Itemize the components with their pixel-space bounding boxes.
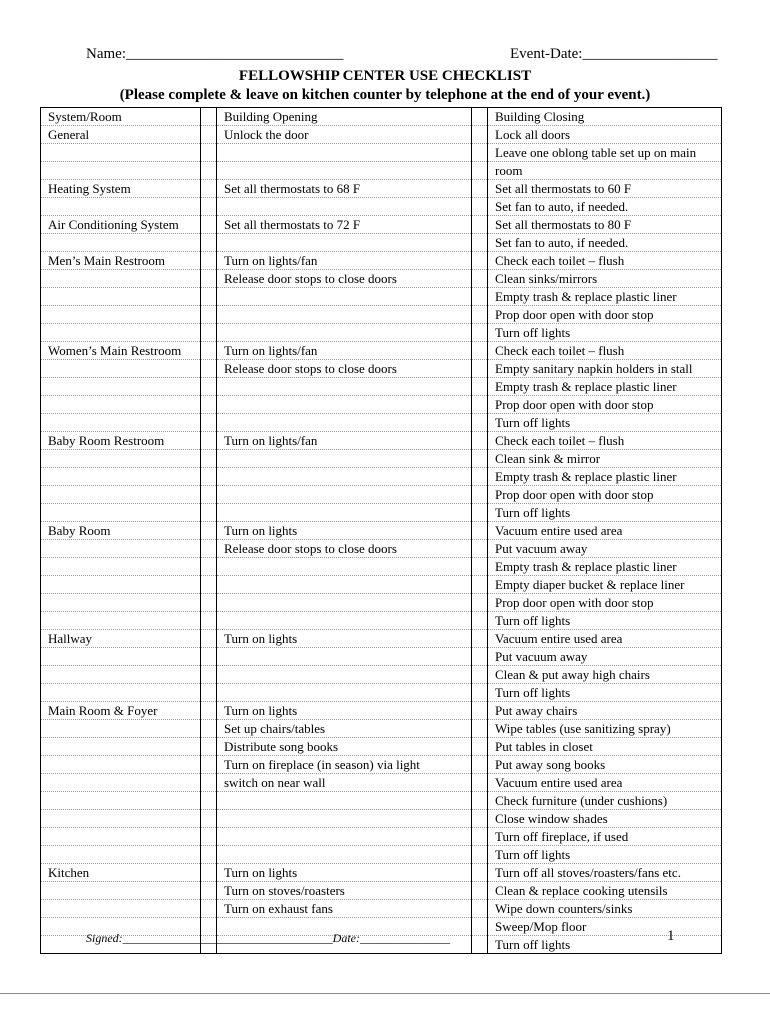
opening-checkbox-cell[interactable]: [201, 252, 217, 270]
closing-checkbox-cell[interactable]: [472, 180, 488, 198]
system-room-cell: Main Room & Foyer: [41, 702, 201, 720]
opening-checkbox-cell[interactable]: [201, 648, 217, 666]
opening-checkbox-cell[interactable]: [201, 486, 217, 504]
building-opening-cell: Turn on lights: [217, 630, 472, 648]
opening-checkbox-cell[interactable]: [201, 414, 217, 432]
closing-checkbox-cell[interactable]: [472, 882, 488, 900]
building-closing-cell: Turn off lights: [488, 504, 722, 522]
opening-checkbox-cell[interactable]: [201, 468, 217, 486]
system-room-cell: [41, 414, 201, 432]
system-room-cell: [41, 198, 201, 216]
table-row: [41, 342, 722, 360]
system-room-cell: [41, 450, 201, 468]
table-row: [41, 558, 722, 576]
building-opening-cell: Turn on lights/fan: [217, 342, 472, 360]
building-opening-cell: [217, 504, 472, 522]
opening-checkbox-cell[interactable]: [201, 504, 217, 522]
building-closing-cell: Clean sink & mirror: [488, 450, 722, 468]
system-room-cell: [41, 378, 201, 396]
opening-checkbox-cell[interactable]: [201, 360, 217, 378]
closing-checkbox-cell[interactable]: [472, 126, 488, 144]
building-opening-cell: [217, 846, 472, 864]
table-row: [41, 756, 722, 774]
opening-checkbox-cell[interactable]: [201, 324, 217, 342]
building-closing-cell: Vacuum entire used area: [488, 774, 722, 792]
building-opening-cell: Turn on stoves/roasters: [217, 882, 472, 900]
building-closing-cell: Empty trash & replace plastic liner: [488, 468, 722, 486]
opening-checkbox-cell[interactable]: [201, 126, 217, 144]
building-closing-cell: Turn off lights: [488, 684, 722, 702]
table-row: [41, 144, 722, 162]
building-closing-cell: Turn off lights: [488, 414, 722, 432]
building-opening-cell: Release door stops to close doors: [217, 540, 472, 558]
opening-checkbox-cell[interactable]: [201, 450, 217, 468]
building-opening-cell: Turn on lights/fan: [217, 252, 472, 270]
table-row: [41, 216, 722, 234]
table-row: [41, 450, 722, 468]
system-room-cell: [41, 612, 201, 630]
closing-checkbox-cell[interactable]: [472, 738, 488, 756]
table-row: [41, 720, 722, 738]
page-title: FELLOWSHIP CENTER USE CHECKLIST: [238, 68, 532, 84]
opening-checkbox-cell[interactable]: [201, 738, 217, 756]
building-closing-cell: Wipe tables (use sanitizing spray): [488, 720, 722, 738]
system-room-cell: [41, 756, 201, 774]
building-opening-cell: [217, 144, 472, 162]
system-room-cell: [41, 774, 201, 792]
table-row: [41, 432, 722, 450]
opening-checkbox-cell[interactable]: [201, 630, 217, 648]
table-row: [41, 864, 722, 882]
system-room-cell: [41, 504, 201, 522]
building-opening-cell: [217, 414, 472, 432]
building-closing-cell: Set fan to auto, if needed.: [488, 198, 722, 216]
checklist-body: [41, 108, 722, 954]
building-closing-cell: Wipe down counters/sinks: [488, 900, 722, 918]
system-room-cell: [41, 306, 201, 324]
closing-checkbox-cell[interactable]: [472, 702, 488, 720]
table-row: [41, 702, 722, 720]
building-closing-cell: Clean sinks/mirrors: [488, 270, 722, 288]
building-opening-cell: [217, 648, 472, 666]
building-closing-cell: Empty trash & replace plastic liner: [488, 558, 722, 576]
closing-checkbox-cell[interactable]: [472, 612, 488, 630]
closing-checkbox-cell[interactable]: [472, 216, 488, 234]
building-opening-cell: [217, 486, 472, 504]
building-opening-cell: [217, 288, 472, 306]
opening-checkbox-cell[interactable]: [201, 684, 217, 702]
building-opening-cell: [217, 576, 472, 594]
building-closing-cell: Put vacuum away: [488, 648, 722, 666]
table-row: [41, 882, 722, 900]
closing-checkbox-cell[interactable]: [472, 648, 488, 666]
table-header-row: [41, 108, 722, 126]
building-closing-cell: Empty sanitary napkin holders in stall: [488, 360, 722, 378]
building-opening-cell: Distribute song books: [217, 738, 472, 756]
building-opening-cell: [217, 612, 472, 630]
table-row: [41, 900, 722, 918]
opening-checkbox-cell[interactable]: [201, 882, 217, 900]
system-room-cell: [41, 234, 201, 252]
table-row: [41, 378, 722, 396]
closing-checkbox-cell[interactable]: [472, 522, 488, 540]
opening-checkbox-cell[interactable]: [201, 774, 217, 792]
building-closing-cell: Turn off lights: [488, 612, 722, 630]
page-number: 1: [667, 928, 675, 944]
system-room-cell: Air Conditioning System: [41, 216, 201, 234]
building-closing-cell: Vacuum entire used area: [488, 630, 722, 648]
closing-checkbox-cell[interactable]: [472, 144, 488, 162]
opening-checkbox-cell[interactable]: [201, 144, 217, 162]
building-closing-cell: Empty diaper bucket & replace liner: [488, 576, 722, 594]
building-opening-cell: Turn on exhaust fans: [217, 900, 472, 918]
building-closing-cell: Set all thermostats to 80 F: [488, 216, 722, 234]
building-closing-cell: room: [488, 162, 722, 180]
system-room-cell: Baby Room Restroom: [41, 432, 201, 450]
closing-checkbox-cell[interactable]: [472, 342, 488, 360]
building-opening-cell: [217, 324, 472, 342]
checklist-table: [40, 107, 722, 954]
system-room-cell: [41, 540, 201, 558]
closing-checkbox-cell: [472, 108, 488, 126]
building-opening-cell: [217, 828, 472, 846]
building-closing-cell: Put away song books: [488, 756, 722, 774]
system-room-cell: [41, 828, 201, 846]
table-row: [41, 828, 722, 846]
building-opening-cell: Turn on fireplace (in season) via light: [217, 756, 472, 774]
closing-checkbox-cell[interactable]: [472, 864, 488, 882]
table-row: [41, 360, 722, 378]
table-row: [41, 630, 722, 648]
opening-checkbox-cell[interactable]: [201, 216, 217, 234]
building-closing-cell: Lock all doors: [488, 126, 722, 144]
closing-checkbox-cell[interactable]: [472, 756, 488, 774]
building-closing-cell: Empty trash & replace plastic liner: [488, 288, 722, 306]
closing-checkbox-cell[interactable]: [472, 450, 488, 468]
opening-checkbox-cell[interactable]: [201, 162, 217, 180]
closing-checkbox-cell[interactable]: [472, 306, 488, 324]
table-row: [41, 324, 722, 342]
system-room-cell: [41, 720, 201, 738]
table-row: [41, 576, 722, 594]
building-closing-cell: Set fan to auto, if needed.: [488, 234, 722, 252]
building-closing-cell: Prop door open with door stop: [488, 396, 722, 414]
opening-checkbox-cell[interactable]: [201, 306, 217, 324]
opening-checkbox-cell[interactable]: [201, 720, 217, 738]
opening-checkbox-cell[interactable]: [201, 378, 217, 396]
table-row: [41, 234, 722, 252]
table-row: [41, 504, 722, 522]
building-opening-cell: Unlock the door: [217, 126, 472, 144]
building-opening-cell: Release door stops to close doors: [217, 360, 472, 378]
building-closing-cell: Put away chairs: [488, 702, 722, 720]
building-closing-cell: Prop door open with door stop: [488, 486, 722, 504]
table-row: [41, 486, 722, 504]
building-opening-cell: [217, 594, 472, 612]
system-room-cell: [41, 144, 201, 162]
closing-checkbox-cell[interactable]: [472, 594, 488, 612]
building-opening-cell: [217, 162, 472, 180]
closing-checkbox-cell[interactable]: [472, 900, 488, 918]
building-closing-cell: Turn off lights: [488, 846, 722, 864]
closing-checkbox-cell[interactable]: [472, 936, 488, 954]
building-opening-cell: Building Opening: [217, 108, 472, 126]
closing-checkbox-cell[interactable]: [472, 630, 488, 648]
closing-checkbox-cell[interactable]: [472, 468, 488, 486]
opening-checkbox-cell[interactable]: [201, 846, 217, 864]
building-opening-cell: [217, 450, 472, 468]
table-row: [41, 612, 722, 630]
building-opening-cell: [217, 684, 472, 702]
closing-checkbox-cell[interactable]: [472, 918, 488, 936]
table-row: [41, 684, 722, 702]
table-row: [41, 252, 722, 270]
table-row: [41, 306, 722, 324]
name-field[interactable]: Name:_____________________________: [86, 46, 344, 62]
closing-checkbox-cell[interactable]: [472, 324, 488, 342]
opening-checkbox-cell[interactable]: [201, 396, 217, 414]
building-closing-cell: Put tables in closet: [488, 738, 722, 756]
event-date-field[interactable]: Event-Date:__________________: [510, 46, 718, 62]
building-opening-cell: Release door stops to close doors: [217, 270, 472, 288]
building-opening-cell: [217, 396, 472, 414]
opening-checkbox-cell[interactable]: [201, 702, 217, 720]
opening-checkbox-cell: [201, 108, 217, 126]
building-opening-cell: [217, 810, 472, 828]
building-opening-cell: switch on near wall: [217, 774, 472, 792]
building-closing-cell: Empty trash & replace plastic liner: [488, 378, 722, 396]
building-closing-cell: Clean & put away high chairs: [488, 666, 722, 684]
table-row: [41, 198, 722, 216]
table-row: [41, 774, 722, 792]
building-closing-cell: Turn off lights: [488, 936, 722, 954]
closing-checkbox-cell[interactable]: [472, 288, 488, 306]
building-opening-cell: Set all thermostats to 68 F: [217, 180, 472, 198]
system-room-cell: [41, 396, 201, 414]
system-room-cell: [41, 882, 201, 900]
system-room-cell: [41, 162, 201, 180]
closing-checkbox-cell[interactable]: [472, 684, 488, 702]
system-room-cell: General: [41, 126, 201, 144]
building-closing-cell: Check each toilet – flush: [488, 342, 722, 360]
building-closing-cell: Close window shades: [488, 810, 722, 828]
building-closing-cell: Prop door open with door stop: [488, 594, 722, 612]
table-row: [41, 396, 722, 414]
building-closing-cell: Building Closing: [488, 108, 722, 126]
closing-checkbox-cell[interactable]: [472, 504, 488, 522]
closing-checkbox-cell[interactable]: [472, 540, 488, 558]
closing-checkbox-cell[interactable]: [472, 198, 488, 216]
table-row: [41, 288, 722, 306]
system-room-cell: [41, 810, 201, 828]
closing-checkbox-cell[interactable]: [472, 396, 488, 414]
system-room-cell: Men’s Main Restroom: [41, 252, 201, 270]
closing-checkbox-cell[interactable]: [472, 162, 488, 180]
signature-line[interactable]: Signed:___________________________________Date:_______________: [86, 931, 450, 945]
opening-checkbox-cell[interactable]: [201, 810, 217, 828]
table-row: [41, 468, 722, 486]
building-opening-cell: [217, 468, 472, 486]
building-closing-cell: Prop door open with door stop: [488, 306, 722, 324]
system-room-cell: [41, 900, 201, 918]
building-opening-cell: [217, 378, 472, 396]
table-row: [41, 648, 722, 666]
building-closing-cell: Clean & replace cooking utensils: [488, 882, 722, 900]
closing-checkbox-cell[interactable]: [472, 558, 488, 576]
opening-checkbox-cell[interactable]: [201, 756, 217, 774]
closing-checkbox-cell[interactable]: [472, 720, 488, 738]
closing-checkbox-cell[interactable]: [472, 432, 488, 450]
opening-checkbox-cell[interactable]: [201, 576, 217, 594]
table-row: [41, 738, 722, 756]
opening-checkbox-cell[interactable]: [201, 558, 217, 576]
building-opening-cell: [217, 558, 472, 576]
closing-checkbox-cell[interactable]: [472, 234, 488, 252]
building-closing-cell: Vacuum entire used area: [488, 522, 722, 540]
building-opening-cell: [217, 306, 472, 324]
table-row: [41, 810, 722, 828]
system-room-cell: [41, 684, 201, 702]
building-closing-cell: Turn off fireplace, if used: [488, 828, 722, 846]
system-room-cell: Baby Room: [41, 522, 201, 540]
closing-checkbox-cell[interactable]: [472, 774, 488, 792]
closing-checkbox-cell[interactable]: [472, 846, 488, 864]
table-row: [41, 792, 722, 810]
building-opening-cell: Turn on lights/fan: [217, 432, 472, 450]
closing-checkbox-cell[interactable]: [472, 576, 488, 594]
building-opening-cell: [217, 666, 472, 684]
opening-checkbox-cell[interactable]: [201, 612, 217, 630]
table-row: [41, 414, 722, 432]
table-row: [41, 846, 722, 864]
system-room-cell: [41, 738, 201, 756]
building-closing-cell: Check furniture (under cushions): [488, 792, 722, 810]
system-room-cell: [41, 648, 201, 666]
system-room-cell: [41, 666, 201, 684]
system-room-cell: [41, 792, 201, 810]
opening-checkbox-cell[interactable]: [201, 432, 217, 450]
opening-checkbox-cell[interactable]: [201, 288, 217, 306]
system-room-cell: Women’s Main Restroom: [41, 342, 201, 360]
opening-checkbox-cell[interactable]: [201, 792, 217, 810]
table-row: [41, 540, 722, 558]
closing-checkbox-cell[interactable]: [472, 810, 488, 828]
page-divider: [0, 993, 770, 994]
opening-checkbox-cell[interactable]: [201, 522, 217, 540]
building-closing-cell: Sweep/Mop floor: [488, 918, 722, 936]
opening-checkbox-cell[interactable]: [201, 594, 217, 612]
system-room-cell: [41, 468, 201, 486]
building-opening-cell: [217, 198, 472, 216]
system-room-cell: [41, 576, 201, 594]
closing-checkbox-cell[interactable]: [472, 360, 488, 378]
system-room-cell: [41, 270, 201, 288]
closing-checkbox-cell[interactable]: [472, 792, 488, 810]
system-room-cell: Heating System: [41, 180, 201, 198]
table-row: [41, 594, 722, 612]
building-closing-cell: Turn off all stoves/roasters/fans etc.: [488, 864, 722, 882]
system-room-cell: [41, 360, 201, 378]
closing-checkbox-cell[interactable]: [472, 378, 488, 396]
building-opening-cell: Set up chairs/tables: [217, 720, 472, 738]
building-opening-cell: Turn on lights: [217, 522, 472, 540]
page-subtitle: (Please complete & leave on kitchen counter by telephone at the end of your event.): [119, 87, 651, 103]
closing-checkbox-cell[interactable]: [472, 414, 488, 432]
building-opening-cell: [217, 234, 472, 252]
building-opening-cell: Set all thermostats to 72 F: [217, 216, 472, 234]
building-closing-cell: Set all thermostats to 60 F: [488, 180, 722, 198]
opening-checkbox-cell[interactable]: [201, 234, 217, 252]
building-opening-cell: Turn on lights: [217, 702, 472, 720]
table-row: [41, 666, 722, 684]
system-room-cell: Kitchen: [41, 864, 201, 882]
system-room-cell: [41, 486, 201, 504]
building-opening-cell: [217, 792, 472, 810]
opening-checkbox-cell[interactable]: [201, 864, 217, 882]
system-room-cell: [41, 558, 201, 576]
table-row: [41, 162, 722, 180]
opening-checkbox-cell[interactable]: [201, 828, 217, 846]
building-closing-cell: Check each toilet – flush: [488, 432, 722, 450]
table-row: [41, 270, 722, 288]
closing-checkbox-cell[interactable]: [472, 666, 488, 684]
table-row: [41, 126, 722, 144]
system-room-cell: [41, 594, 201, 612]
opening-checkbox-cell[interactable]: [201, 540, 217, 558]
opening-checkbox-cell[interactable]: [201, 180, 217, 198]
closing-checkbox-cell[interactable]: [472, 828, 488, 846]
system-room-cell: Hallway: [41, 630, 201, 648]
opening-checkbox-cell[interactable]: [201, 270, 217, 288]
opening-checkbox-cell[interactable]: [201, 198, 217, 216]
table-row: [41, 522, 722, 540]
closing-checkbox-cell[interactable]: [472, 486, 488, 504]
building-closing-cell: Turn off lights: [488, 324, 722, 342]
building-closing-cell: Put vacuum away: [488, 540, 722, 558]
building-closing-cell: Leave one oblong table set up on main: [488, 144, 722, 162]
building-opening-cell: Turn on lights: [217, 864, 472, 882]
closing-checkbox-cell[interactable]: [472, 270, 488, 288]
opening-checkbox-cell[interactable]: [201, 900, 217, 918]
building-closing-cell: Check each toilet – flush: [488, 252, 722, 270]
system-room-cell: [41, 324, 201, 342]
table-row: [41, 180, 722, 198]
opening-checkbox-cell[interactable]: [201, 342, 217, 360]
opening-checkbox-cell[interactable]: [201, 666, 217, 684]
system-room-cell: [41, 288, 201, 306]
system-room-cell: System/Room: [41, 108, 201, 126]
system-room-cell: [41, 846, 201, 864]
closing-checkbox-cell[interactable]: [472, 252, 488, 270]
